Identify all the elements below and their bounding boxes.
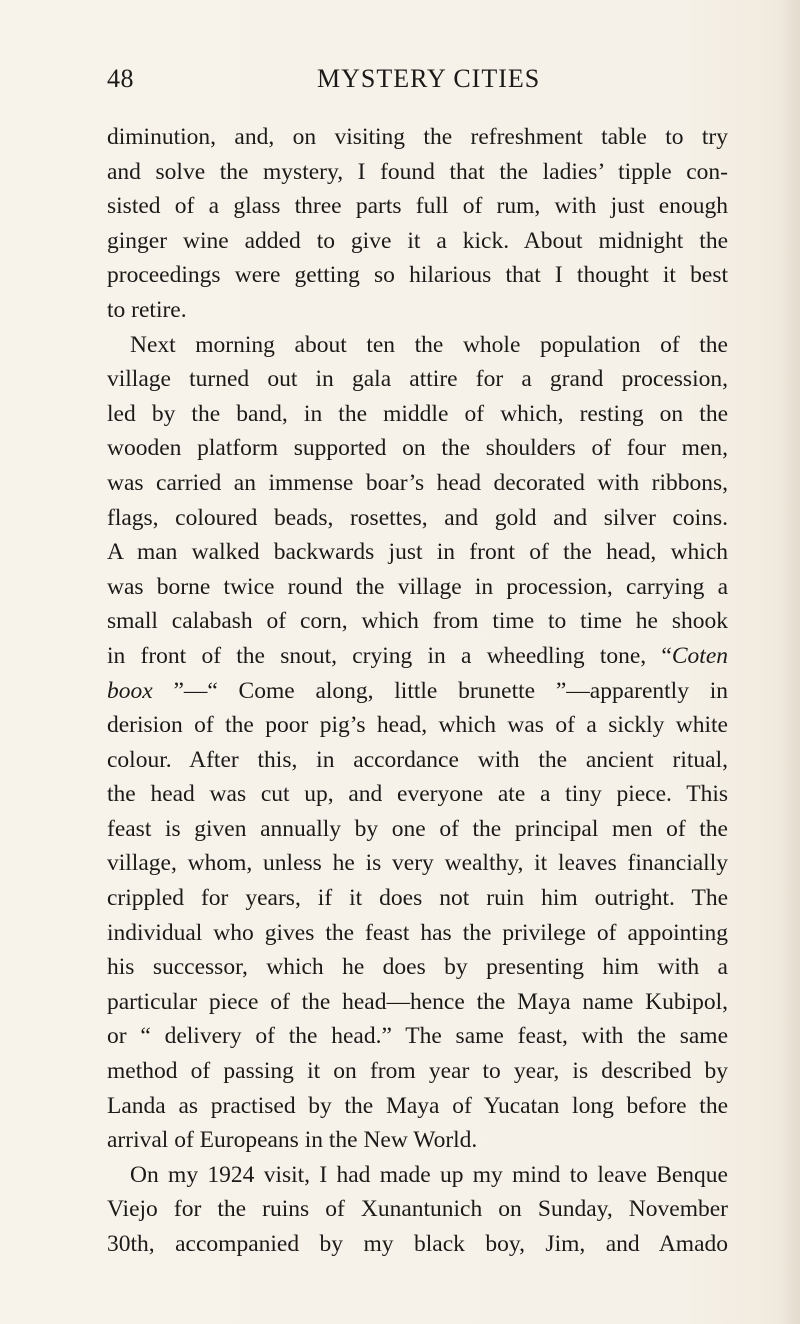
text-line: led by the band, in the middle of which, resting on the bbox=[107, 400, 728, 427]
text-line: small calabash of corn, which from time to time he shook bbox=[107, 608, 728, 635]
text-line: particular piece of the head—hence the Maya name Kubipol, bbox=[107, 988, 728, 1015]
text-line: Viejo for the ruins of Xunantunich on Sunday, November bbox=[107, 1196, 728, 1223]
text-line: A man walked backwards just in front of the head, which bbox=[107, 539, 728, 566]
maya-phrase-italic: Coten bbox=[671, 642, 728, 669]
text-line: wooden platform supported on the shoulders of four men, bbox=[107, 435, 728, 462]
running-title: MYSTERY CITIES bbox=[317, 64, 541, 93]
text-line: Next morning about ten the whole population of the bbox=[130, 331, 728, 358]
text-line: his successor, which he does by presenting him with a bbox=[107, 954, 728, 981]
text-line: village turned out in gala attire for a grand procession, bbox=[107, 366, 728, 393]
text-segment: in front of the snout, crying in a wheedling tone, “ bbox=[107, 642, 672, 669]
text-line: colour. After this, in accordance with the ancient ritual, bbox=[107, 746, 728, 773]
text-line bbox=[107, 639, 728, 674]
text-line: arrival of Europeans in the New World. bbox=[107, 1127, 478, 1154]
text-line: On my 1924 visit, I had made up my mind to leave Benque bbox=[130, 1161, 728, 1188]
text-line: village, whom, unless he is very wealthy, it leaves financially bbox=[107, 850, 728, 877]
text-line: was carried an immense boar’s head decorated with ribbons, bbox=[107, 469, 728, 496]
text-line: the head was cut up, and everyone ate a tiny piece. This bbox=[107, 781, 728, 808]
body-text bbox=[107, 120, 728, 1262]
text-line: individual who gives the feast has the privilege of appointing bbox=[107, 919, 728, 946]
text-line: or “ delivery of the head.” The same feast, with the same bbox=[107, 1023, 728, 1050]
page-header bbox=[107, 64, 707, 104]
text-line bbox=[107, 674, 728, 709]
text-line: feast is given annually by one of the principal men of the bbox=[107, 815, 728, 842]
maya-phrase-italic: boox bbox=[107, 677, 153, 704]
text-line: Landa as practised by the Maya of Yucatan long before the bbox=[107, 1092, 728, 1119]
text-line: sisted of a glass three parts full of rum, with just enough bbox=[107, 193, 728, 220]
text-line: to retire. bbox=[107, 296, 187, 323]
page-number: 48 bbox=[107, 64, 134, 93]
page-edge-shadow bbox=[778, 0, 800, 1324]
text-segment: ”—“ Come along, little brunette ”—apparently in bbox=[152, 677, 728, 704]
text-line: ginger wine added to give it a kick. About midnight the bbox=[107, 227, 728, 254]
text-line: flags, coloured beads, rosettes, and gold and silver coins. bbox=[107, 504, 728, 531]
text-line: proceedings were getting so hilarious that I thought it best bbox=[107, 262, 728, 289]
text-line: was borne twice round the village in procession, carrying a bbox=[107, 573, 728, 600]
text-line: crippled for years, if it does not ruin him outright. The bbox=[107, 885, 728, 912]
text-line: derision of the poor pig’s head, which was of a sickly white bbox=[107, 712, 728, 739]
text-line: and solve the mystery, I found that the ladies’ tipple con- bbox=[107, 158, 728, 185]
text-line: method of passing it on from year to year, is described by bbox=[107, 1058, 728, 1085]
text-line: 30th, accompanied by my black boy, Jim, and Amado bbox=[107, 1231, 728, 1257]
text-line: diminution, and, on visiting the refreshment table to try bbox=[107, 124, 728, 150]
